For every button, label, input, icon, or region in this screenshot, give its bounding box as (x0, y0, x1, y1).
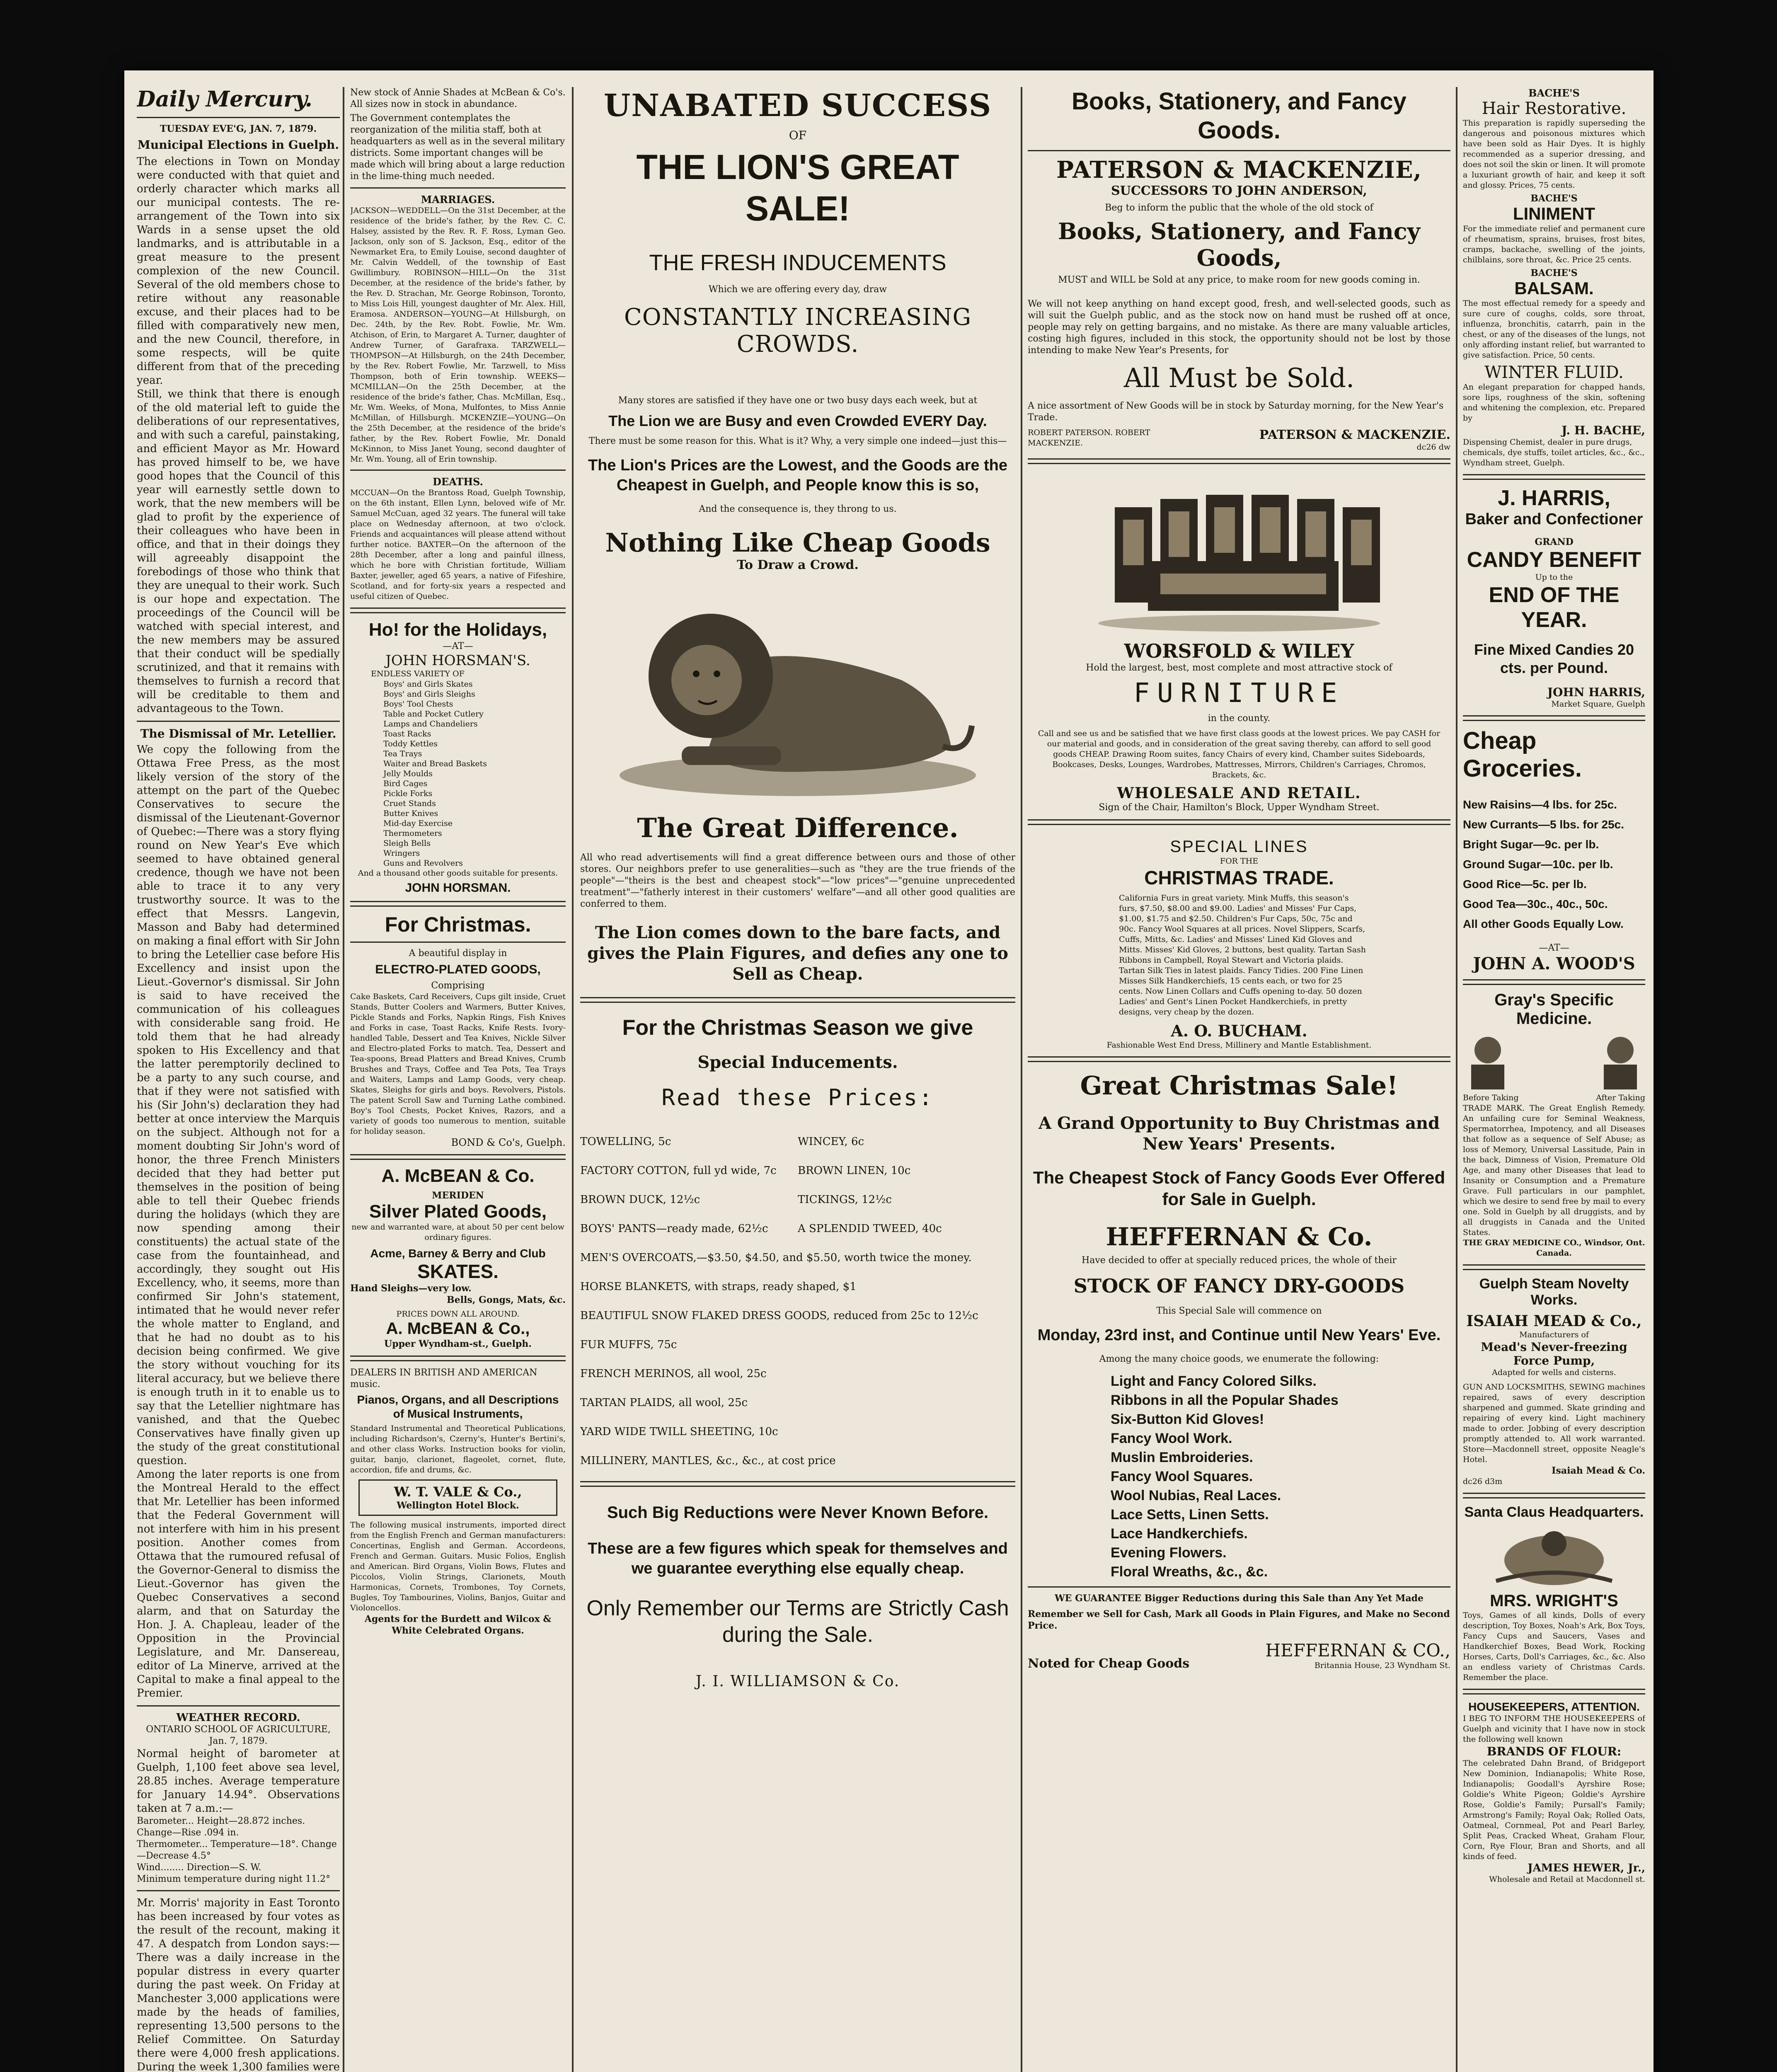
column-rule (1456, 87, 1457, 2072)
ad-text: GRAND (1535, 537, 1574, 547)
ad-headline: Ho! for the Holidays, (368, 620, 547, 640)
ad-text: BACHE'S (1528, 87, 1580, 99)
ad-signature: JOHN HARRIS, (1547, 685, 1645, 699)
ad-headline: LINIMENT (1513, 204, 1595, 223)
weather-barometer: Barometer... Height—28.872 inches. Change—Rise .094 in. (137, 1816, 305, 1838)
ad-text: Bells, Gongs, Mats, &c. (447, 1295, 566, 1305)
lion-engraving-icon (611, 581, 984, 804)
holiday-items-list (383, 679, 566, 868)
ad-text: Comprising (431, 980, 485, 991)
heffernan-item: Wool Nubias, Real Laces. (1111, 1488, 1281, 1503)
ad-text: For the immediate relief and permanent cure of rheumatism, sprains, bruises, frost bites, cramps, backache, swelling of the joints, chilblains, sore throat, &c. Price 25 cents. (1463, 224, 1645, 264)
ad-headline: For the Christmas Season we give (622, 1016, 973, 1040)
ad-headline: The Lion's Prices are the Lowest, and the Goods are the Cheapest in Guelph, and People know this is so, (588, 457, 1008, 494)
heffernan-item: Muslin Embroideries. (1111, 1450, 1253, 1465)
holiday-item: Thermometers (383, 829, 442, 838)
holiday-item: Butter Knives (383, 809, 438, 818)
column-notices (350, 87, 566, 2072)
ad-signature: HEFFERNAN & CO., (1265, 1640, 1450, 1661)
ad-signature: BOND & Co's, Guelph. (451, 1137, 566, 1148)
weather-wind: Wind........ Direction—S. W. (137, 1862, 261, 1873)
price-line: YARD WIDE TWILL SHEETING, 10c (580, 1426, 778, 1438)
ad-text: Which we are offering every day, draw (708, 284, 887, 295)
ad-address: Market Square, Guelph (1551, 700, 1645, 709)
price-row (580, 1214, 1015, 1243)
article-text: The elections in Town on Monday were conducted with that quiet and orderly character which marks all our municipal contests. The re-arrangement of the Town into six Wards in a sense upset the old landmarks, and is attributable in a great measure to the present complexion of the new Council. Several of the old members chose to retire without any reasonable excuse, and their places had to be filled with comparatively new men, and the new Council, therefore, in some respects, will be quite different from that of the preceding year. (137, 155, 340, 387)
ad-headline: These are a few figures which speak for themselves and we guarantee everything else equally cheap. (588, 1540, 1008, 1577)
ad-text: To Draw a Crowd. (737, 558, 859, 572)
ad-text: BACHE'S (1530, 268, 1578, 278)
price-line: HORSE BLANKETS, with straps, ready shaped, $1 (580, 1280, 857, 1293)
ad-text: I BEG TO INFORM THE HOUSEKEEPERS of Guelph and vicinity that I have now in stock the following well known (1463, 1714, 1645, 1744)
ad-text: dc26 d3m (1463, 1477, 1503, 1486)
ad-headline: J. HARRIS, (1498, 486, 1610, 510)
ad-headline: FURNITURE (1133, 678, 1345, 709)
article-headline: The Dismissal of Mr. Letellier. (140, 727, 337, 741)
holiday-item: Pickle Forks (383, 789, 433, 798)
weather-minimum: Minimum temperature during night 11.2° (137, 1874, 330, 1884)
ad-address: Britannia House, 23 Wyndham St. (1314, 1661, 1450, 1670)
ad-text: GUN AND LOCKSMITHS, SEWING machines repaired, saws of every description sharpened and gummed. Skate grinding and repairing of every kind. Light machinery made to order. Jobbing of every description promptly attended to. All work warranted. Store—Macdonnell street, opposite Neagle's Hotel. (1463, 1382, 1645, 1464)
heffernan-item: Six-Button Kid Gloves! (1111, 1411, 1264, 1427)
ad-headline: BRANDS OF FLOUR: (1486, 1745, 1622, 1758)
ad-text: Noted for Cheap Goods (1028, 1656, 1190, 1671)
ad-headline: A. McBEAN & Co. (381, 1166, 535, 1186)
ad-headline: Gray's Specific Medicine. (1494, 991, 1614, 1028)
ad-text: Hold the largest, best, most complete and most attractive stock of (1086, 663, 1392, 673)
masthead: Daily Mercury. (137, 87, 312, 112)
heffernan-item: Ribbons in all the Popular Shades (1111, 1392, 1339, 1408)
column-rule (1021, 87, 1022, 2072)
ad-headline: END OF THE YEAR. (1489, 583, 1620, 632)
notice-text: The Government contemplates the reorganization of the militia staff, both at headquarters as well as in the several military districts. Some important changes will be made which will bring about a large reduction in the lime-thing much needed. (350, 113, 565, 182)
heffernan-item: Light and Fancy Colored Silks. (1111, 1373, 1317, 1389)
ad-headline: Read these Prices: (661, 1084, 934, 1111)
ad-headline: JOHN A. WOOD'S (1473, 954, 1635, 973)
ad-text: Up to the (1535, 573, 1573, 582)
furniture-set-engraving-icon (1082, 470, 1397, 636)
ad-text: Beg to inform the public that the whole of the old stock of (1105, 203, 1373, 213)
ad-signature: J. H. BACHE, (1562, 424, 1645, 437)
price-row (580, 1156, 1015, 1185)
ad-headline: CANDY BENEFIT (1467, 548, 1641, 572)
ad-signature: JOHN HORSMAN. (405, 881, 511, 895)
ad-headline: Hair Restorative. (1482, 99, 1627, 118)
ad-text: There must be some reason for this. What is it? Why, a very simple one indeed—just this— (588, 436, 1007, 446)
holiday-item: Bird Cages (383, 779, 428, 788)
price-line: A SPLENDID TWEED, 40c (798, 1222, 942, 1235)
ad-text: The celebrated Dahn Brand, of Bridgeport New Dominion, Indianapolis; White Rose, Indianapolis; Goodall's Ayrshire Rose; Goldie's White Pigeon; Goldie's Ayrshire Rose, Goldie's Family; Pursall's Family; Armstrong's Family; Royal Oak; Rolled Oats, Oatmeal, Cornmeal, Pot and Pearl Barley, Split Peas, Cracked Wheat, Graham Flour, Corn, Rye Flour, Bran and Shorts, and all kinds of feed. (1463, 1759, 1645, 1861)
article-headline: Municipal Elections in Guelph. (137, 138, 339, 152)
ad-text: Standard Instrumental and Theoretical Publications, including Richardson's, Czerny's, Hunter's Bertini's, and other class Works. Instruction books for violin, guitar, banjo, clarionet, flageolet, cornet, flute, accordion, fife and drums, &c. (350, 1424, 566, 1474)
ad-headline: A Grand Opportunity to Buy Christmas and New Years' Presents. (1038, 1113, 1440, 1154)
heffernan-item: Evening Flowers. (1111, 1545, 1227, 1561)
heffernan-item: Lace Handkerchiefs. (1111, 1526, 1248, 1542)
ad-headline: ELECTRO-PLATED GOODS, (375, 963, 541, 976)
ad-signature: PATERSON & MACKENZIE. (1259, 428, 1450, 442)
ad-headline: The Lion we are Busy and even Crowded EVERY Day. (608, 412, 987, 429)
column-small-ads (1463, 87, 1645, 2072)
ad-text: ENDLESS VARIETY OF (371, 669, 465, 678)
ad-headline: CONSTANTLY INCREASING CROWDS. (624, 304, 972, 358)
man-portrait-engraving-icon (1463, 1031, 1513, 1089)
ad-text: Many stores are satisfied if they have one or two busy days each week, but at (618, 395, 978, 406)
ad-headline: THE FRESH INDUCEMENTS (649, 250, 947, 275)
ad-headline: Mead's Never-freezing Force Pump, (1481, 1340, 1627, 1368)
price-line: BOYS' PANTS—ready made, 62½c (580, 1222, 768, 1235)
ad-text: SUCCESSORS TO JOHN ANDERSON, (1111, 184, 1367, 198)
column-lion-sale-ad (580, 87, 1015, 2072)
holiday-item: Tea Trays (383, 749, 422, 758)
article-text: Among the later reports is one from the Montreal Herald to the effect that Mr. Letellier has been informed that the Federal Government will not interfere with him in his present position. Another comes from Ottawa that the rumoured refusal of the Governor-General to dismiss the Lieut.-Governor has given the Quebec Conservatives a second alarm, and that on Saturday the Hon. J. A. Chapleau, leader of the Opposition in the Provincial Legislature, and Mr. Dansereau, editor of La Minerve, arrived at the Capital to make a final appeal to the Premier. (137, 1468, 340, 1699)
ad-headline: The Cheapest Stock of Fancy Goods Ever Offered for Sale in Guelph. (1033, 1168, 1445, 1209)
before-label: Before Taking (1463, 1093, 1519, 1102)
after-label: After Taking (1596, 1093, 1645, 1102)
ad-signature: A. O. BUCHAM. (1171, 1021, 1307, 1040)
notice-text: New stock of Annie Shades at McBean & Co's. All sizes now in stock in abundance. (350, 87, 566, 109)
ad-text: MUST and WILL be Sold at any price, to make room for new goods coming in. (1058, 275, 1420, 285)
holiday-item: Toast Racks (383, 729, 431, 738)
heffernan-item: Fancy Wool Work. (1111, 1431, 1232, 1446)
santa-claus-engraving-icon (1471, 1523, 1637, 1589)
ad-headline: Fine Mixed Candies 20 cts. per Pound. (1474, 641, 1634, 676)
article-text: Mr. Morris' majority in East Toronto has been increased by four votes as the result of the recount, making it 47. A despatch from London says:—There was a daily increase in the popular distress in every quarter during the past week. On Friday at Manchester 3,000 applications were made by the heads of families, representing 13,500 persons to the Relief Committee. On Saturday there were 4,000 fresh applications. During the week 1,300 families were (137, 1897, 340, 2072)
ad-headline: Monday, 23rd inst, and Continue until New Years' Eve. (1037, 1326, 1441, 1344)
price-row (580, 1127, 1015, 1156)
holiday-item: Mid-day Exercise (383, 819, 453, 828)
grocery-item: Good Tea—30c., 40c., 50c. (1463, 898, 1608, 910)
groceries-list (1463, 795, 1645, 934)
ad-headline: WINTER FLUID. (1484, 363, 1624, 382)
ad-signature: J. I. WILLIAMSON & Co. (695, 1673, 900, 1690)
price-line: TICKINGS, 12½c (798, 1193, 892, 1206)
ad-headline: WORSFOLD & WILEY (1124, 640, 1354, 662)
ad-text: An elegant preparation for chapped hands, sore lips, roughness of the skin, softening and whitening the complexion, etc. Prepared by (1463, 382, 1645, 423)
ad-text: Toys, Games of all kinds, Dolls of every description, Toy Boxes, Noah's Ark, Box Toys, Fancy Cups and Saucers, Vases and Handkerchief Boxes, Bead Work, Rocking Horses, Carts, Doll's Carriages, &c., &c. Also an endless variety of Christmas Cards. Remember the place. (1463, 1611, 1645, 1682)
ad-headline: Nothing Like Cheap Goods (605, 528, 990, 558)
ad-text: ROBERT PATERSON. ROBERT MACKENZIE. (1028, 428, 1150, 448)
ad-text: Among the many choice goods, we enumerate the following: (1099, 1354, 1379, 1364)
ad-headline: MRS. WRIGHT'S (1490, 1592, 1618, 1610)
ad-headline: UNABATED SUCCESS (603, 88, 992, 123)
grocery-item: New Currants—5 lbs. for 25c. (1463, 818, 1624, 831)
ad-headline: Books, Stationery, and Fancy Goods, (1058, 218, 1421, 271)
ad-text: Acme, Barney & Berry and Club (370, 1247, 546, 1260)
ad-headline: Silver Plated Goods, (369, 1201, 547, 1222)
ad-text: —AT— (1539, 943, 1569, 953)
price-line: FACTORY COTTON, full yd wide, 7c (580, 1164, 777, 1177)
ad-text: Wellington Hotel Block. (397, 1500, 519, 1511)
marriages-text: JACKSON—WEDDELL—On the 31st December, at the residence of the bride's father, by the Rev. C. C. Halsey, assisted by the Rev. R. F. Ross, Lyman Geo. Jackson, only son of S. Jackson, Esq., editor of the Newmarket Era, to Emily Louise, second daughter of Mr. Calvin Weddell, of the township of East Gwillimbury. ROBINSON—HILL—On the 31st December, at the residence of the bride's father, by the Rev. D. Strachan, Mr. George Robinson, Toronto, to Miss Lois Hill, youngest daughter of Mr. Alex. Hill, Eramosa. ANDERSON—YOUNG—At Hillsburgh, on Dec. 24th, by the Rev. Robt. Fowlie, Mr. Wm. Atchison, of Erin, to Margaret A. Turner, daughter of Andrew Turner, of Garafraxa. TARZWELL—THOMPSON—At Hillsburgh, on the 24th December, by the Rev. Robert Fowlie, Mr. Tarzwell, to Miss Thompson, both of Erin township. WEEKS—MCMILLAN—On the 25th December, at the residence of the bride's father, Chas. McMillan, Esq., Mr. Wm. Weeks, of Mona, Mulfontes, to Miss Annie McMillan, of Hillsburgh. MCKENZIE—YOUNG—On the 25th December, at the residence of the bride's father, by the Rev. Robert Fowlie, Mr. Donald McKinnon, to Miss Janet Young, second daughter of Mr. Wm. Young, all of Erin township. (350, 206, 566, 464)
ad-text: FOR THE (1220, 857, 1259, 866)
holiday-item: Jelly Moulds (383, 769, 433, 778)
column-news (137, 87, 340, 2072)
ad-text: WE GUARANTEE Bigger Reductions during this Sale than Any Yet Made (1054, 1593, 1424, 1604)
price-line: MILLINERY, MANTLES, &c., &c., at cost price (580, 1455, 836, 1467)
ad-address: Wholesale and Retail at Macdonnell st. (1489, 1875, 1645, 1884)
ad-signature: Isaiah Mead & Co. (1552, 1465, 1645, 1476)
ad-text: new and warranted ware, at about 50 per cent below ordinary figures. (351, 1222, 564, 1242)
column-rule (343, 87, 344, 2072)
ad-headline: WHOLESALE AND RETAIL. (1117, 784, 1361, 802)
ad-headline: All Must be Sold. (1123, 363, 1355, 394)
holiday-item: Guns and Revolvers (383, 859, 463, 868)
holiday-item: Boys' and Girls Sleighs (383, 690, 475, 699)
ad-text: —AT— (443, 641, 473, 651)
ad-headline: HOUSEKEEPERS, ATTENTION. (1468, 1700, 1640, 1713)
ad-text: BACHE'S (1530, 193, 1578, 204)
ad-headline: For Christmas. (385, 913, 531, 936)
heffernan-items-list (1111, 1372, 1450, 1581)
ad-headline: SKATES. (417, 1261, 499, 1282)
ad-signature: THE GRAY MEDICINE CO., Windsor, Ont. Canada. (1463, 1238, 1645, 1258)
ad-list-text: California Furs in great variety. Mink Muffs, this season's furs, $7.50, $8.00 and $9.00. Ladies' and Misses' Fur Caps, $1.00, $1.75 and $2.50. Children's Fur Caps, 50c, 75c and 90c. Fancy Wool Squares at all prices. Novel Slippers, Scarfs, Cuffs, Mitts, &c. Ladies' and Misses' Lined Kid Gloves and Mitts. Misses' Kid Gloves, 2 buttons, best quality. Tartan Sash Ribbons in Campbell, Royal Stewart and Victoria plaids. Tartan Silk Ties in latest plaids. Fancy Tidies. 200 Fine Linen Misses Silk Handkerchiefs, 15 cents each, or two for 25 cents. Now Linen Collars and Cuffs opening to-day. 50 dozen Ladies' and Gent's Linen Pocket Handkerchiefs, in pretty designs, very cheap by the dozen. (1119, 893, 1366, 1017)
grocery-item: Bright Sugar—9c. per lb. (1463, 838, 1599, 851)
ad-text: All who read advertisements will find a great difference between ours and those of other stores. Our neighbors prefer to use generalities—such as "they are the true friends of the people"—"theirs is the best and cheapest stock"—"low prices"—"genuine unprecedented treatment"—"fatherly interest in their customers' welfare"—and all other good qualities are conferred to them. (580, 852, 1015, 909)
price-line: BROWN LINEN, 10c (798, 1164, 911, 1177)
holiday-item: Toddy Kettles (383, 739, 438, 748)
ad-headline: W. T. VALE & Co., (394, 1484, 522, 1500)
ad-text: TRADE MARK. The Great English Remedy. An unfailing cure for Seminal Weakness, Spermatorrhea, Impotency, and all Diseases that follow as a sequence of Self Abuse; as loss of Memory, Universal Lassitude, Pain in the back, Dimness of Vision, Premature Old Age, and many other Diseases that lead to Insanity or Consumption and a Premature Grave. Full particulars in our pamphlet, which we desire to send free by mail to every one. Sold in Guelph by all druggists, and by all druggists in Canada and the United States. (1463, 1104, 1645, 1237)
ad-text: Call and see us and be satisfied that we have first class goods at the lowest prices. We pay CASH for our material and goods, and in consideration of the great saving thereby, can afford to sell good goods CHEAP. Drawing Room suites, fancy Chairs of every kind, Chamber suites Sideboards, Bookcases, Desks, Lounges, Wardrobes, Mattresses, Mirrors, Children's Carriages, Chromos, Brackets, &c. (1038, 729, 1440, 779)
ad-headline: STOCK OF FANCY DRY-GOODS (1073, 1275, 1405, 1297)
section-heading: MARRIAGES. (421, 194, 495, 206)
ad-address: Sign of the Chair, Hamilton's Block, Upper Wyndham Street. (1099, 802, 1380, 813)
heffernan-item: Lace Setts, Linen Setts. (1111, 1507, 1269, 1523)
newspaper-page (124, 70, 1654, 2072)
ad-headline: THE LION'S GREAT SALE! (636, 148, 959, 228)
ad-headline: ISAIAH MEAD & Co., (1466, 1312, 1642, 1330)
price-line: FRENCH MERINOS, all wool, 25c (580, 1368, 767, 1380)
ad-headline: HEFFERNAN & Co. (1106, 1222, 1373, 1251)
ad-text: We will not keep anything on hand except good, fresh, and well-selected goods, such as will suit the Guelph public, and as the stock now on hand must be rushed off at once, people may rely on getting bargains, and no mistake. As there are many valuable articles, costing high figures, included in this stock, the opportunity should not be lost by those intending to make New Year's Presents, for (1028, 299, 1450, 356)
weather-subtitle: ONTARIO SCHOOL OF AGRICULTURE, Jan. 7, 1879. (146, 1724, 331, 1746)
ad-text: in the county. (1208, 713, 1271, 724)
ad-headline: Books, Stationery, and Fancy Goods. (1072, 88, 1407, 144)
article-text: We copy the following from the Ottawa Free Press, as the most likely version of the story of the attempt on the part of the Quebec Conservatives to secure the dismissal of the Lieutenant-Governor of Quebec:—There was a story flying round on New Year's Eve which seemed to have obtained general credence, though we have not been able to trace it to any very trustworthy source. It was to the effect that Messrs. Langevin, Masson and Baby had determined on making a final effort with Sir John to bring the Letellier case before His Excellency and insist upon the Lieut.-Governor's dismissal. Sir John is said to have received the communication of his colleagues with considerable sang froid. He told them that he had already spoken to His Excellency and that the latter peremptorily declined to be a party to any such course, and that if they were not satisfied with his (Sir John's) declaration they had better at once interview the Marquis on the subject. Although not for a moment doubting Sir John's word of honor, the three French Ministers decided that they had better put themselves in the position of being able to tell their Quebec friends during the holidays (which they are now spending among their constituents) the actual state of the case from the fountainhead, and accordingly, they sought out His Excellency, who, it seems, more than confirmed Sir John's statement, intimated that he would never refer the whole matter to England, and that he had no doubt as to his decision being confirmed. We give the story without vouching for its literal accuracy, but we believe there is enough truth in it to enable us to say that the Letellier nightmare has vanished, and that the Quebec Conservatives have finally given up the study of the great constitutional question. (137, 743, 340, 1467)
ad-address: Dispensing Chemist, dealer in pure drugs, chemicals, dye stuffs, toilet articles, &c., &c., Wyndham street, Guelph. (1463, 438, 1645, 467)
holiday-item: Boys' and Girls Skates (383, 680, 473, 689)
ad-headline: The Great Difference. (637, 813, 959, 844)
price-line: WINCEY, 6c (798, 1135, 864, 1148)
ad-headline: Pianos, Organs, and all Descriptions of Musical Instruments, (357, 1393, 559, 1420)
ad-headline: Special Inducements. (697, 1053, 898, 1072)
price-line: MEN'S OVERCOATS,—$3.50, $4.50, and $5.50, worth twice the money. (580, 1251, 972, 1264)
heffernan-item: Floral Wreaths, &c., &c. (1111, 1564, 1268, 1580)
grocery-item: All other Goods Equally Low. (1463, 917, 1624, 930)
ad-text: This preparation is rapidly superseding the dangerous and poisonous mixtures which have been sold as Hair Dyes. It is highly recommended as a superior dressing, and does not soil the skin or linen. It will promote a luxuriant growth of hair, and keep it soft and glossy. Prices, 75 cents. (1463, 119, 1645, 190)
holiday-item: Waiter and Bread Baskets (383, 759, 487, 768)
heffernan-item: Fancy Wool Squares. (1111, 1469, 1253, 1484)
ad-headline: SPECIAL LINES (1170, 838, 1308, 856)
ad-text: This Special Sale will commence on (1156, 1306, 1322, 1316)
price-line: TOWELLING, 5c (580, 1135, 671, 1148)
ad-headline: CHRISTMAS TRADE. (1144, 867, 1334, 888)
price-line: BEAUTIFUL SNOW FLAKED DRESS GOODS, reduced from 25c to 12½c (580, 1310, 978, 1322)
price-list (580, 1243, 1015, 1475)
grocery-item: Good Rice—5c. per lb. (1463, 878, 1587, 891)
column-rule (572, 87, 574, 2072)
ad-headline: Great Christmas Sale! (1080, 1070, 1398, 1101)
ad-headline: Santa Claus Headquarters. (1464, 1504, 1644, 1520)
price-list (580, 1127, 1015, 1243)
column-ads-right (1028, 87, 1450, 2072)
ad-text: Remember we Sell for Cash, Mark all Goods in Plain Figures, and Make no Second Price. (1028, 1609, 1450, 1631)
ad-text: A beautiful display in (409, 948, 507, 959)
deaths-text: MCCUAN—On the Brantoss Road, Guelph Township, on the 6th instant, Ellen Lynn, beloved wife of Mr. Samuel McCuan, aged 32 years. The funeral will take place on Wednesday afternoon, at two o'clock. Friends and acquaintances will please attend without further notice. BAXTER—On the afternoon of the 28th December, after a long and painful illness, which he bore with Christian fortitude, William Baxter, jeweller, aged 65 years, a native of Fifeshire, Scotland, and for forty-six years a respected and useful citizen of Quebec. (350, 488, 566, 601)
ad-address: Upper Wyndham-st., Guelph. (384, 1339, 532, 1349)
ad-text: Hand Sleighs—very low. (350, 1283, 472, 1294)
ad-list-text: Cake Baskets, Card Receivers, Cups gilt inside, Cruet Stands, Butter Coolers and Warmers, Butter Knives, Pickle Stands and Forks, Napkin Rings, Fish Knives and Forks in case, Toast Racks, Knife Rests. Ivory-handled Table, Dessert and Tea Knives, Nickle Silver and Electro-plated Forks to match. Tea, Dessert and Tea-spoons, Bread Platters and Bread Knives, Crumb Brushes and Trays, Coffee and Tea Pots, Tea Trays and Waiters, Lamps and Lamp Goods, very cheap. Skates, Sleighs for girls and boys. Revolvers, Pistols. The patent Scroll Saw and Turning Lathe combined. Boy's Tool Chests, Pocket Knives, Razors, and a variety of goods too numerous to mention, suitable for holiday season. (350, 992, 566, 1136)
ad-text: Adapted for wells and cisterns. (1492, 1368, 1616, 1377)
holiday-item: Cruet Stands (383, 799, 436, 808)
ad-text: dc26 dw (1416, 443, 1450, 452)
ad-text: PRICES DOWN ALL AROUND. (396, 1310, 520, 1319)
section-heading: DEATHS. (433, 476, 483, 488)
ad-text: MERIDEN (432, 1190, 484, 1201)
ad-text: OF (789, 128, 807, 142)
ad-headline: Such Big Reductions were Never Known Before. (607, 1503, 989, 1522)
dateline: TUESDAY EVE'G, JAN. 7, 1879. (160, 123, 317, 134)
ad-headline: Cheap Groceries. (1463, 727, 1582, 782)
ad-headline: PATERSON & MACKENZIE, (1056, 156, 1422, 184)
ad-text: And a thousand other goods suitable for presents. (358, 869, 558, 878)
section-heading: WEATHER RECORD. (176, 1711, 300, 1724)
grocery-item: Ground Sugar—10c. per lb. (1463, 858, 1613, 871)
ad-headline: BALSAM. (1514, 278, 1594, 298)
ad-headline: Only Remember our Terms are Strictly Cash during the Sale. (586, 1596, 1009, 1647)
ad-headline: A. McBEAN & Co., (386, 1319, 530, 1338)
ad-headline: Guelph Steam Novelty Works. (1479, 1276, 1629, 1308)
holiday-item: Wringers (383, 849, 420, 858)
holiday-item: Lamps and Chandeliers (383, 719, 478, 729)
ad-text: The following musical instruments, imported direct from the English French and German manufacturers: Concertinas, English and German. Accordeons, French and German. Guitars. Music Folios, English and American. Bird Organs, Violin Bows, Flutes and Piccolos, Violin Strings, Clarionets, Mouth Harmonicas, Cornets, Trombones, Toy Cornets, Bugles, Toy Tambourines, Violins, Banjos, Guitar and Violoncellos. (350, 1520, 566, 1612)
holiday-item: Table and Pocket Cutlery (383, 709, 484, 719)
holiday-item: Sleigh Bells (383, 839, 431, 848)
ad-text: Agents for the Burdett and Wilcox & White Celebrated Organs. (364, 1614, 552, 1636)
grocery-item: New Raisins—4 lbs. for 25c. (1463, 798, 1617, 811)
ad-headline: JOHN HORSMAN'S. (385, 652, 530, 669)
price-line: TARTAN PLAIDS, all wool, 25c (580, 1397, 748, 1409)
ad-text: DEALERS IN BRITISH AND AMERICAN music. (350, 1368, 537, 1389)
ad-text: The most effectual remedy for a speedy and sure cure of coughs, colds, sore throat, influenza, bronchitis, catarrh, pain in the chest, or any of the diseases of the lungs, not only affording instant relief, but warranted to give satisfaction. Price, 50 cents. (1463, 299, 1645, 360)
ad-text: Have decided to offer at specially reduced prices, the whole of their (1082, 1255, 1397, 1266)
ad-text: Manufacturers of (1519, 1330, 1589, 1339)
article-text: Still, we think that there is enough of the old material left to guide the deliberations of our representatives, and with such a careful, painstaking, and efficient Mayor as Mr. Howard has proved himself to be, we have good hopes that the Council of this year will earnestly settle down to work, that the new members will be glad to profit by the experience of their colleagues who have been in office, and that in their doings they will agreeably disappoint the forebodings of those who think that they are unequal to their work. Such is our hope and expectation. The proceedings of the Council will be watched with special interest, and the new members may be assured that their conduct will be spedially scrutinized, and that it remains with themselves to furnish a record that will be creditable to them and advantageous to the Town. (137, 388, 340, 715)
ad-headline: The Lion comes down to the bare facts, and gives the Plain Figures, and defies any one to Sell as Cheap. (587, 923, 1008, 984)
price-line: FUR MUFFS, 75c (580, 1339, 677, 1351)
weather-text: Normal height of barometer at Guelph, 1,100 feet above sea level, 28.85 inches. Average temperature for January 14.94°. Observations taken at 7 a.m.:— (137, 1748, 340, 1815)
holiday-item: Boys' Tool Chests (383, 700, 453, 709)
price-row (580, 1185, 1015, 1214)
price-line: BROWN DUCK, 12½c (580, 1193, 700, 1206)
ad-text: Fashionable West End Dress, Millinery and Mantle Establishment. (1106, 1041, 1372, 1050)
ad-signature: JAMES HEWER, Jr., (1528, 1862, 1645, 1874)
weather-thermometer: Thermometer... Temperature—18°. Change—Decrease 4.5° (137, 1839, 337, 1861)
ad-headline: Baker and Confectioner (1465, 511, 1643, 528)
man-portrait-engraving-icon (1595, 1031, 1645, 1089)
ad-text: And the consequence is, they throng to us. (699, 504, 897, 514)
ad-text: A nice assortment of New Goods will be in stock by Saturday morning, for the New Year's Trade. (1028, 401, 1444, 423)
